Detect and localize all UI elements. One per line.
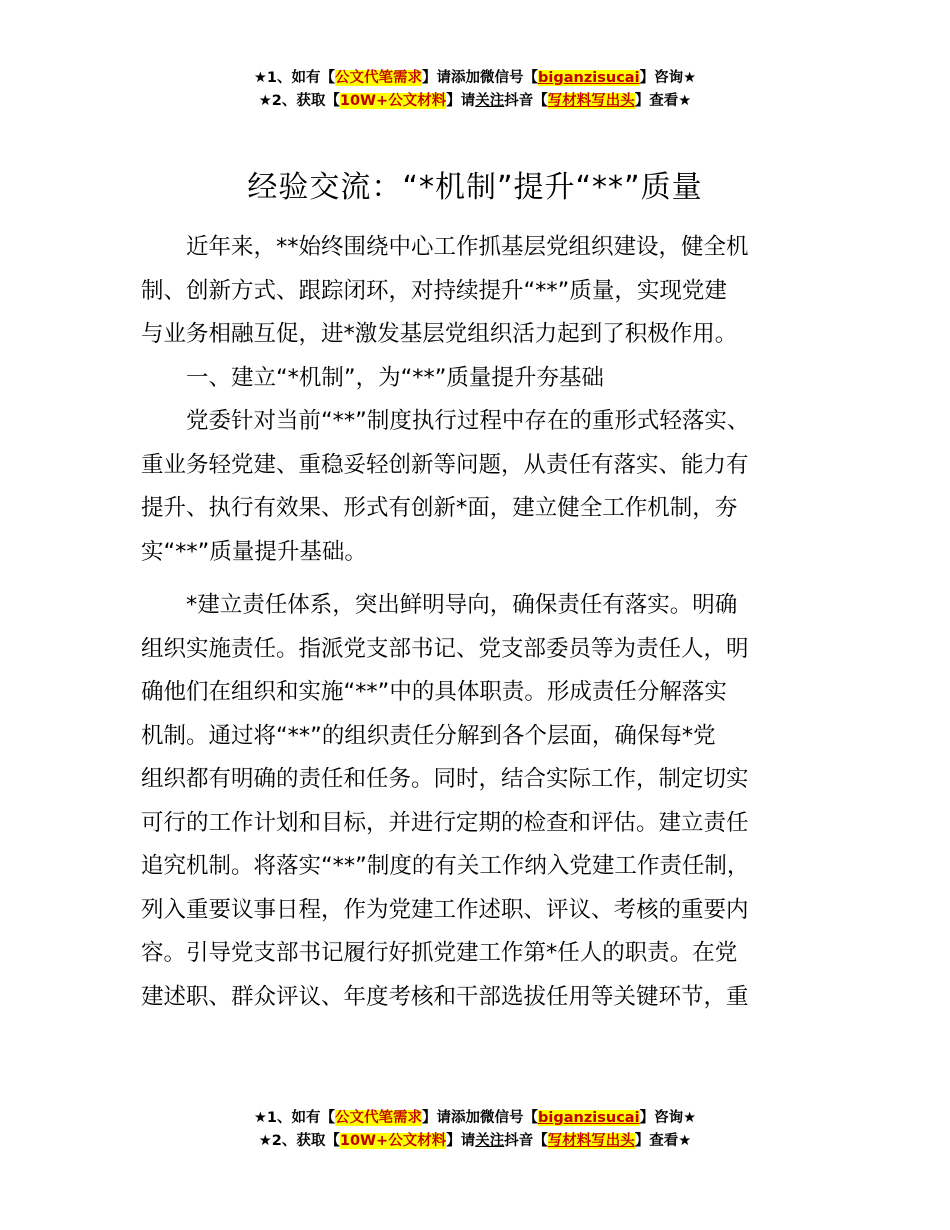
banner-text: 】查看★	[634, 1133, 692, 1149]
banner-text: 】咨询★	[639, 1110, 697, 1126]
highlight-text: 写材料写出头	[547, 1133, 635, 1149]
body-line: 机制。通过将“**”的组织责任分解到各个层面，确保每*党	[141, 722, 716, 749]
body-line: 确他们在组织和实施“**”中的具体职责。形成责任分解落实	[141, 679, 727, 705]
banner-text: ★2、获取【	[258, 93, 340, 109]
banner-text: ★1、如有【	[253, 70, 336, 86]
body-line: 建述职、群众评议、年度考核和干部选拔任用等关键环节，重	[141, 983, 749, 1010]
wechat-id: biganzisucai	[538, 70, 640, 86]
banner-text: 抖音【	[504, 93, 548, 109]
body-line: 重业务轻党建、重稳妥轻创新等问题，从责任有落实、能力有	[141, 451, 749, 478]
body-line: 组织都有明确的责任和任务。同时，结合实际工作，制定切实	[141, 766, 749, 792]
paragraph-gap	[141, 574, 841, 584]
header-banner	[0, 67, 950, 113]
body-line: 实“**”质量提升基础。	[141, 538, 367, 565]
highlight-text: 公文代笔需求	[335, 1110, 423, 1126]
banner-line-2	[0, 1130, 950, 1153]
banner-text: 】咨询★	[639, 70, 697, 86]
wechat-id: biganzisucai	[538, 1110, 640, 1126]
body-line: *建立责任体系，突出鲜明导向，确保责任有落实。明确	[141, 592, 738, 618]
banner-line-2	[0, 90, 950, 113]
body-line: 近年来，**始终围绕中心工作抓基层党组织建设，健全机	[141, 234, 749, 260]
banner-text: ★2、获取【	[258, 1133, 340, 1149]
document-title: 经验交流：“*机制”提升“**”质量	[247, 170, 703, 205]
body-line: 可行的工作计划和目标，并进行定期的检查和评估。建立责任	[141, 809, 749, 836]
body-line: 追究机制。将落实“**”制度的有关工作纳入党建工作责任制，	[141, 853, 750, 879]
body-line: 容。引导党支部书记履行好抓党建工作第*任人的职责。在党	[141, 940, 738, 966]
body-line: 与业务相融互促，进*激发基层党组织活力起到了积极作用。	[141, 321, 738, 347]
underlined-text: 关注	[475, 1133, 505, 1149]
highlight-text: 10W+公文材料	[339, 93, 447, 109]
banner-text: 】请	[446, 93, 476, 109]
banner-text: 抖音【	[504, 1133, 548, 1149]
body-line: 制、创新方式、跟踪闭环，对持续提升“**”质量，实现党建	[141, 277, 727, 304]
highlight-text: 写材料写出头	[547, 93, 635, 109]
banner-text: ★1、如有【	[253, 1110, 336, 1126]
body-line: 提升、执行有效果、形式有创新*面，建立健全工作机制，夯	[141, 495, 738, 521]
highlight-text: 10W+公文材料	[339, 1133, 447, 1149]
highlight-text: 公文代笔需求	[335, 70, 423, 86]
footer-banner	[0, 1107, 950, 1153]
body-line: 组织实施责任。指派党支部书记、党支部委员等为责任人，明	[141, 635, 749, 662]
body-line: 党委针对当前“**”制度执行过程中存在的重形式轻落实、	[141, 408, 750, 434]
banner-text: 】请	[446, 1133, 476, 1149]
banner-text: 】请添加微信号【	[422, 70, 539, 86]
banner-text: 】请添加微信号【	[422, 1110, 539, 1126]
underlined-text: 关注	[475, 93, 505, 109]
banner-text: 】查看★	[634, 93, 692, 109]
document-body	[141, 226, 841, 1019]
banner-line-1	[0, 67, 950, 90]
section-heading: 一、建立“*机制”，为“**”质量提升夯基础	[141, 364, 604, 391]
banner-line-1	[0, 1107, 950, 1130]
body-line: 列入重要议事日程，作为党建工作述职、评议、考核的重要内	[141, 896, 749, 923]
